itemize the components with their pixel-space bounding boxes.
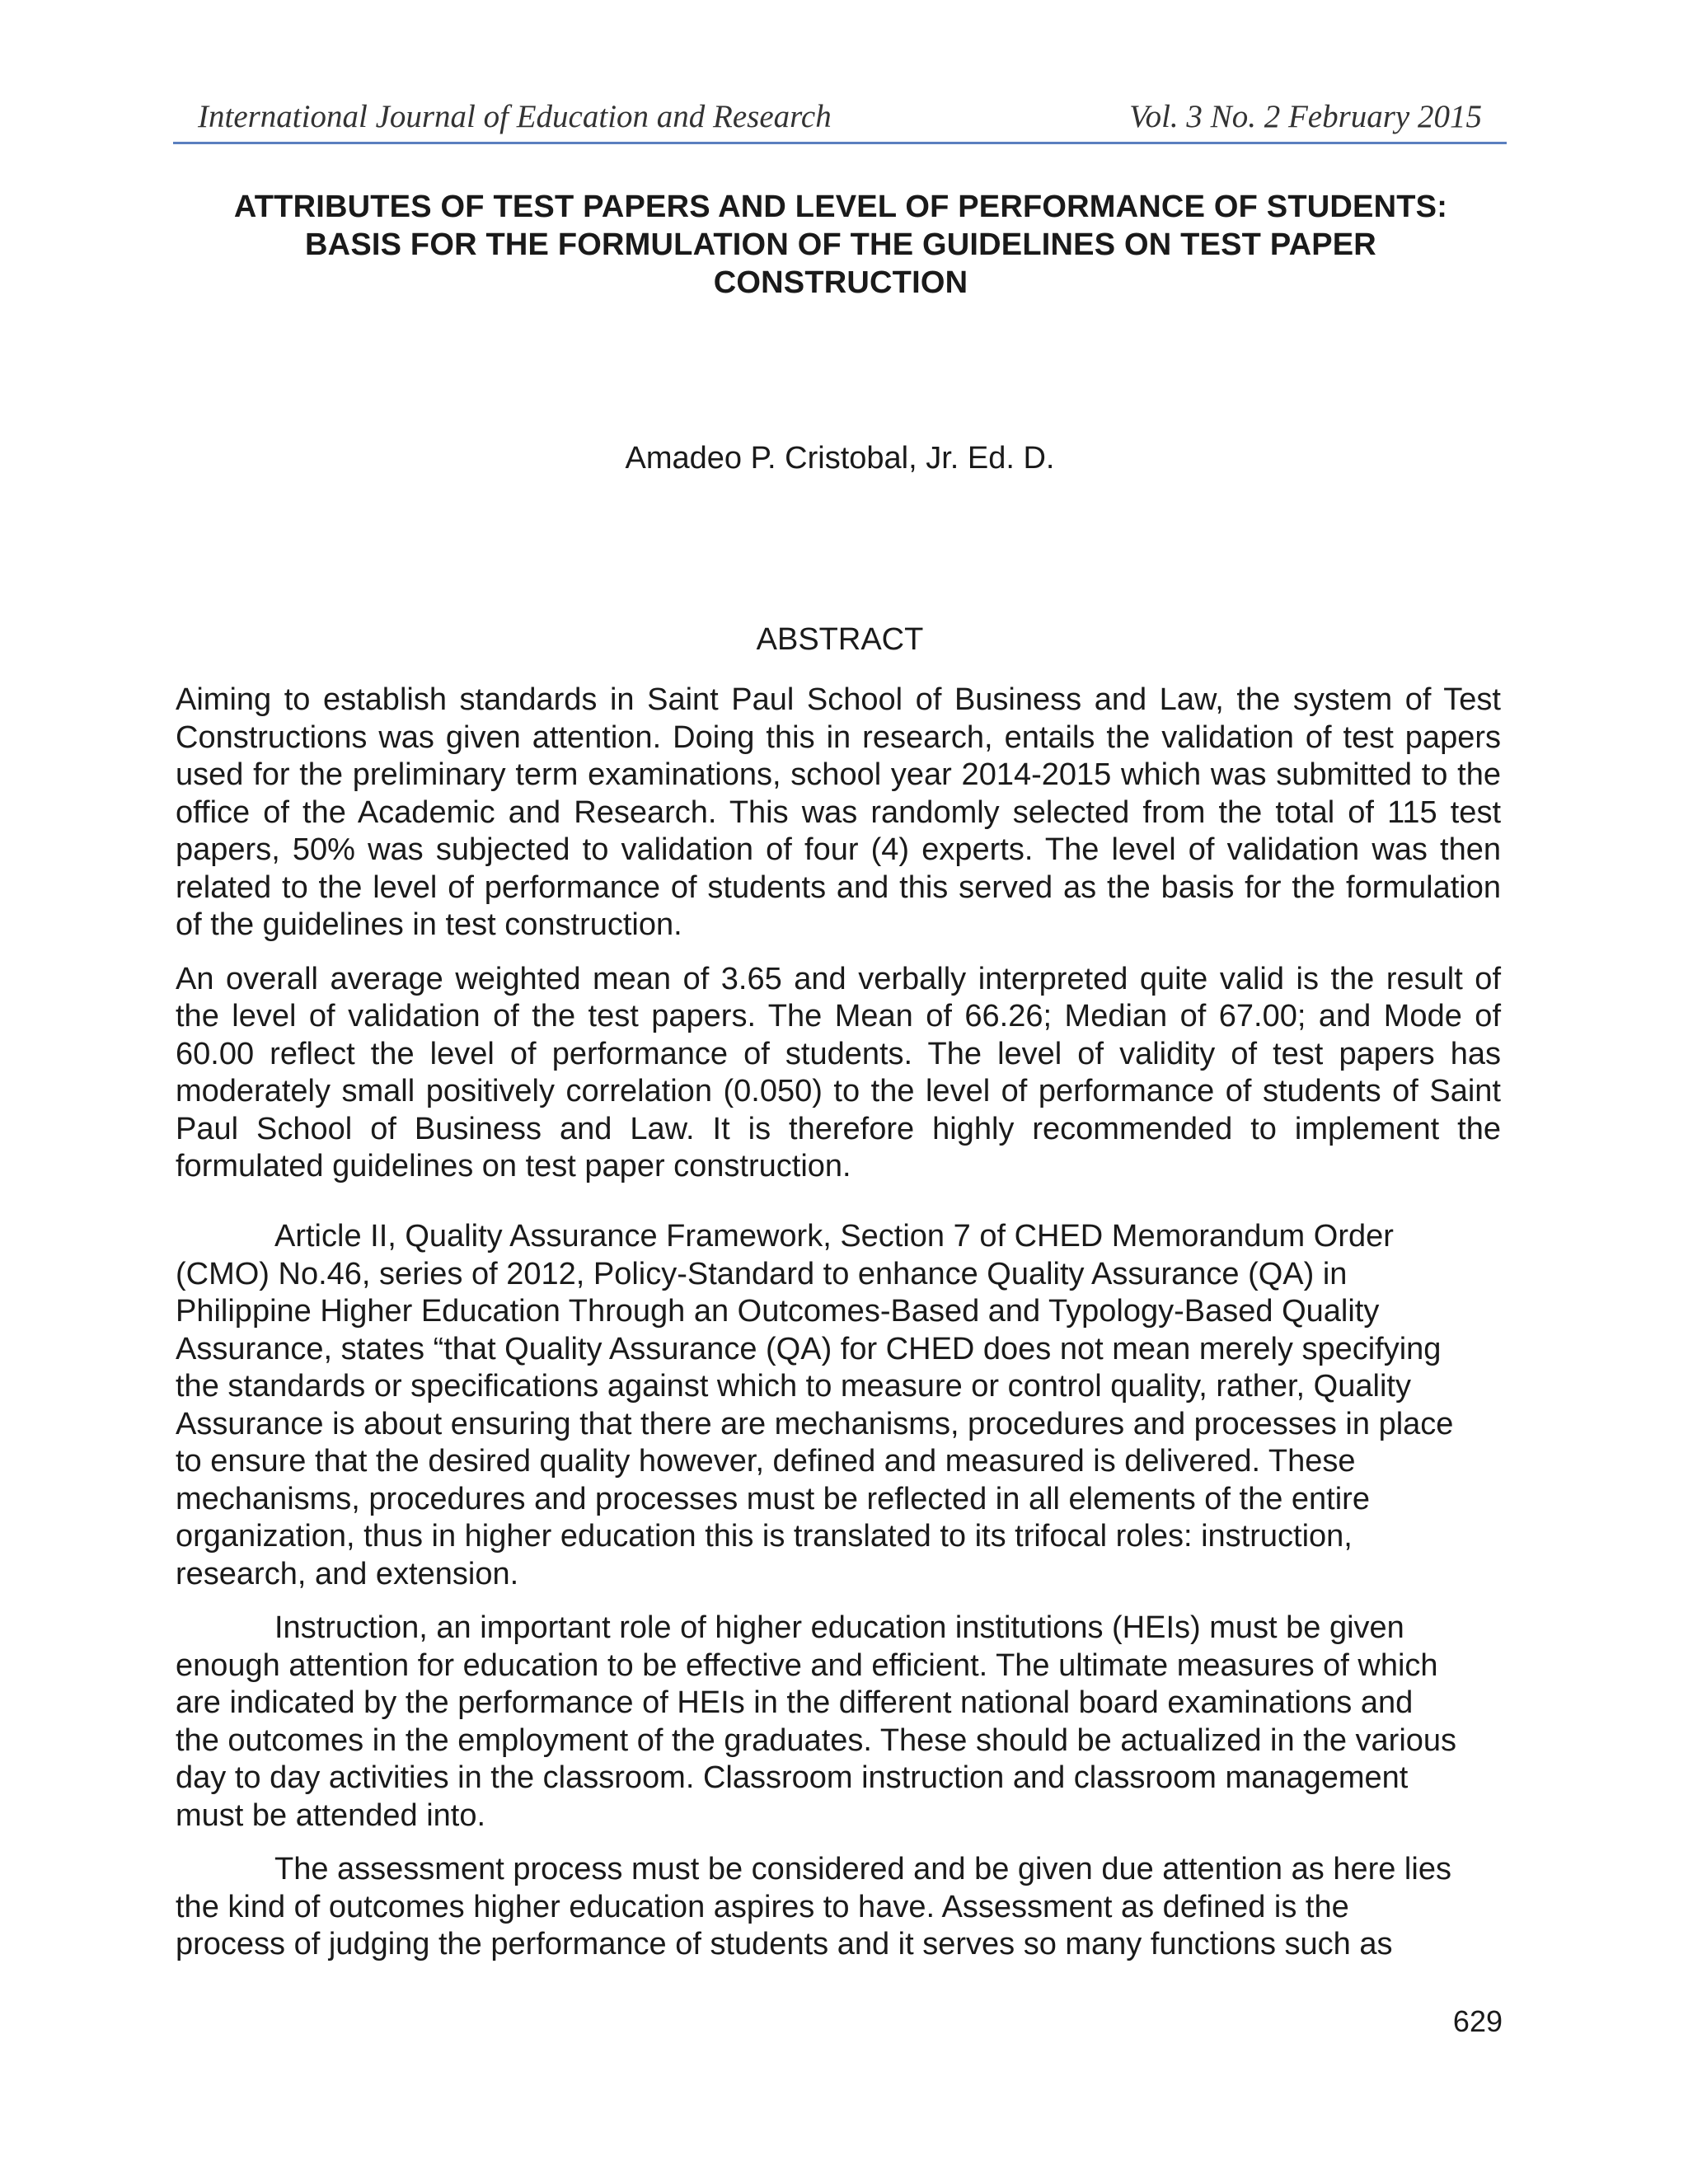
page-number: 629: [1452, 2004, 1503, 2038]
body-paragraph: Article II, Quality Assurance Framework, Section 7 of CHED Memorandum Order (CMO) No.46, series of 2012, Policy-Standard to enhance Quality Assurance (QA) in Philippine Higher Education Through an Outcomes-Based and Typology-Based Quality Assurance, states “that Quality Assurance (QA) for CHED does not mean merely specifying the standards or specifications against which to measure or control quality, rather, Quality Assurance is about ensuring that there are mechanisms, procedures and processes in place to ensure that the desired quality however, defined and measured is delivered. These mechanisms, procedures and processes must be reflected in all elements of the entire organization, thus in higher education this is translated to its trifocal roles: instruction, research, and extension.: [176, 1219, 1454, 1591]
journal-name: International Journal of Education and Research: [198, 99, 832, 134]
volume-issue: Vol. 3 No. 2 February 2015: [1129, 99, 1482, 134]
abstract-heading: ABSTRACT: [756, 622, 924, 657]
author-name: Amadeo P. Cristobal, Jr. Ed. D.: [625, 441, 1055, 476]
running-header: [173, 95, 1507, 144]
abstract-body: [176, 682, 1501, 1202]
paper-title: ATTRIBUTES OF TEST PAPERS AND LEVEL OF PERFORMANCE OF STUDENTS: BASIS FOR THE FORMULATION OF THE GUIDELINES ON TEST PAPER CONSTRUCTION: [233, 190, 1448, 300]
body-paragraph: Instruction, an important role of higher education institutions (HEIs) must be given enough attention for education to be effective and efficient. The ultimate measures of which are indicated by the performance of HEIs in the different national board examinations and the outcomes in the employment of the graduates. These should be actualized in the various day to day activities in the classroom. Classroom instruction and classroom management must be attended into.: [176, 1610, 1457, 1833]
abstract-paragraph: Aiming to establish standards in Saint Paul School of Business and Law, the system of Test Constructions was given attention. Doing this in research, entails the validation of test papers used for the preliminary term examinations, school year 2014-2015 which was submitted to the office of the Academic and Research. This was randomly selected from the total of 115 test papers, 50% was subjected to validation of four (4) experts. The level of validation was then related to the level of performance of students and this served as the basis for the formulation of the guidelines in test construction.: [176, 682, 1501, 942]
body-text: [176, 1218, 1457, 1980]
body-paragraph: The assessment process must be considered and be given due attention as here lies the kind of outcomes higher education aspires to have. Assessment as defined is the process of judging the performance of students and it serves so many functions such as: [176, 1852, 1451, 1961]
abstract-paragraph: An overall average weighted mean of 3.65 and verbally interpreted quite valid is the result of the level of validation of the test papers. The Mean of 66.26; Median of 67.00; and Mode of 60.00 reflect the level of performance of students. The level of validity of test papers has moderately small positively correlation (0.050) to the level of performance of students of Saint Paul School of Business and Law. It is therefore highly recommended to implement the formulated guidelines on test paper construction.: [176, 961, 1501, 1183]
header-divider: [173, 142, 1507, 144]
